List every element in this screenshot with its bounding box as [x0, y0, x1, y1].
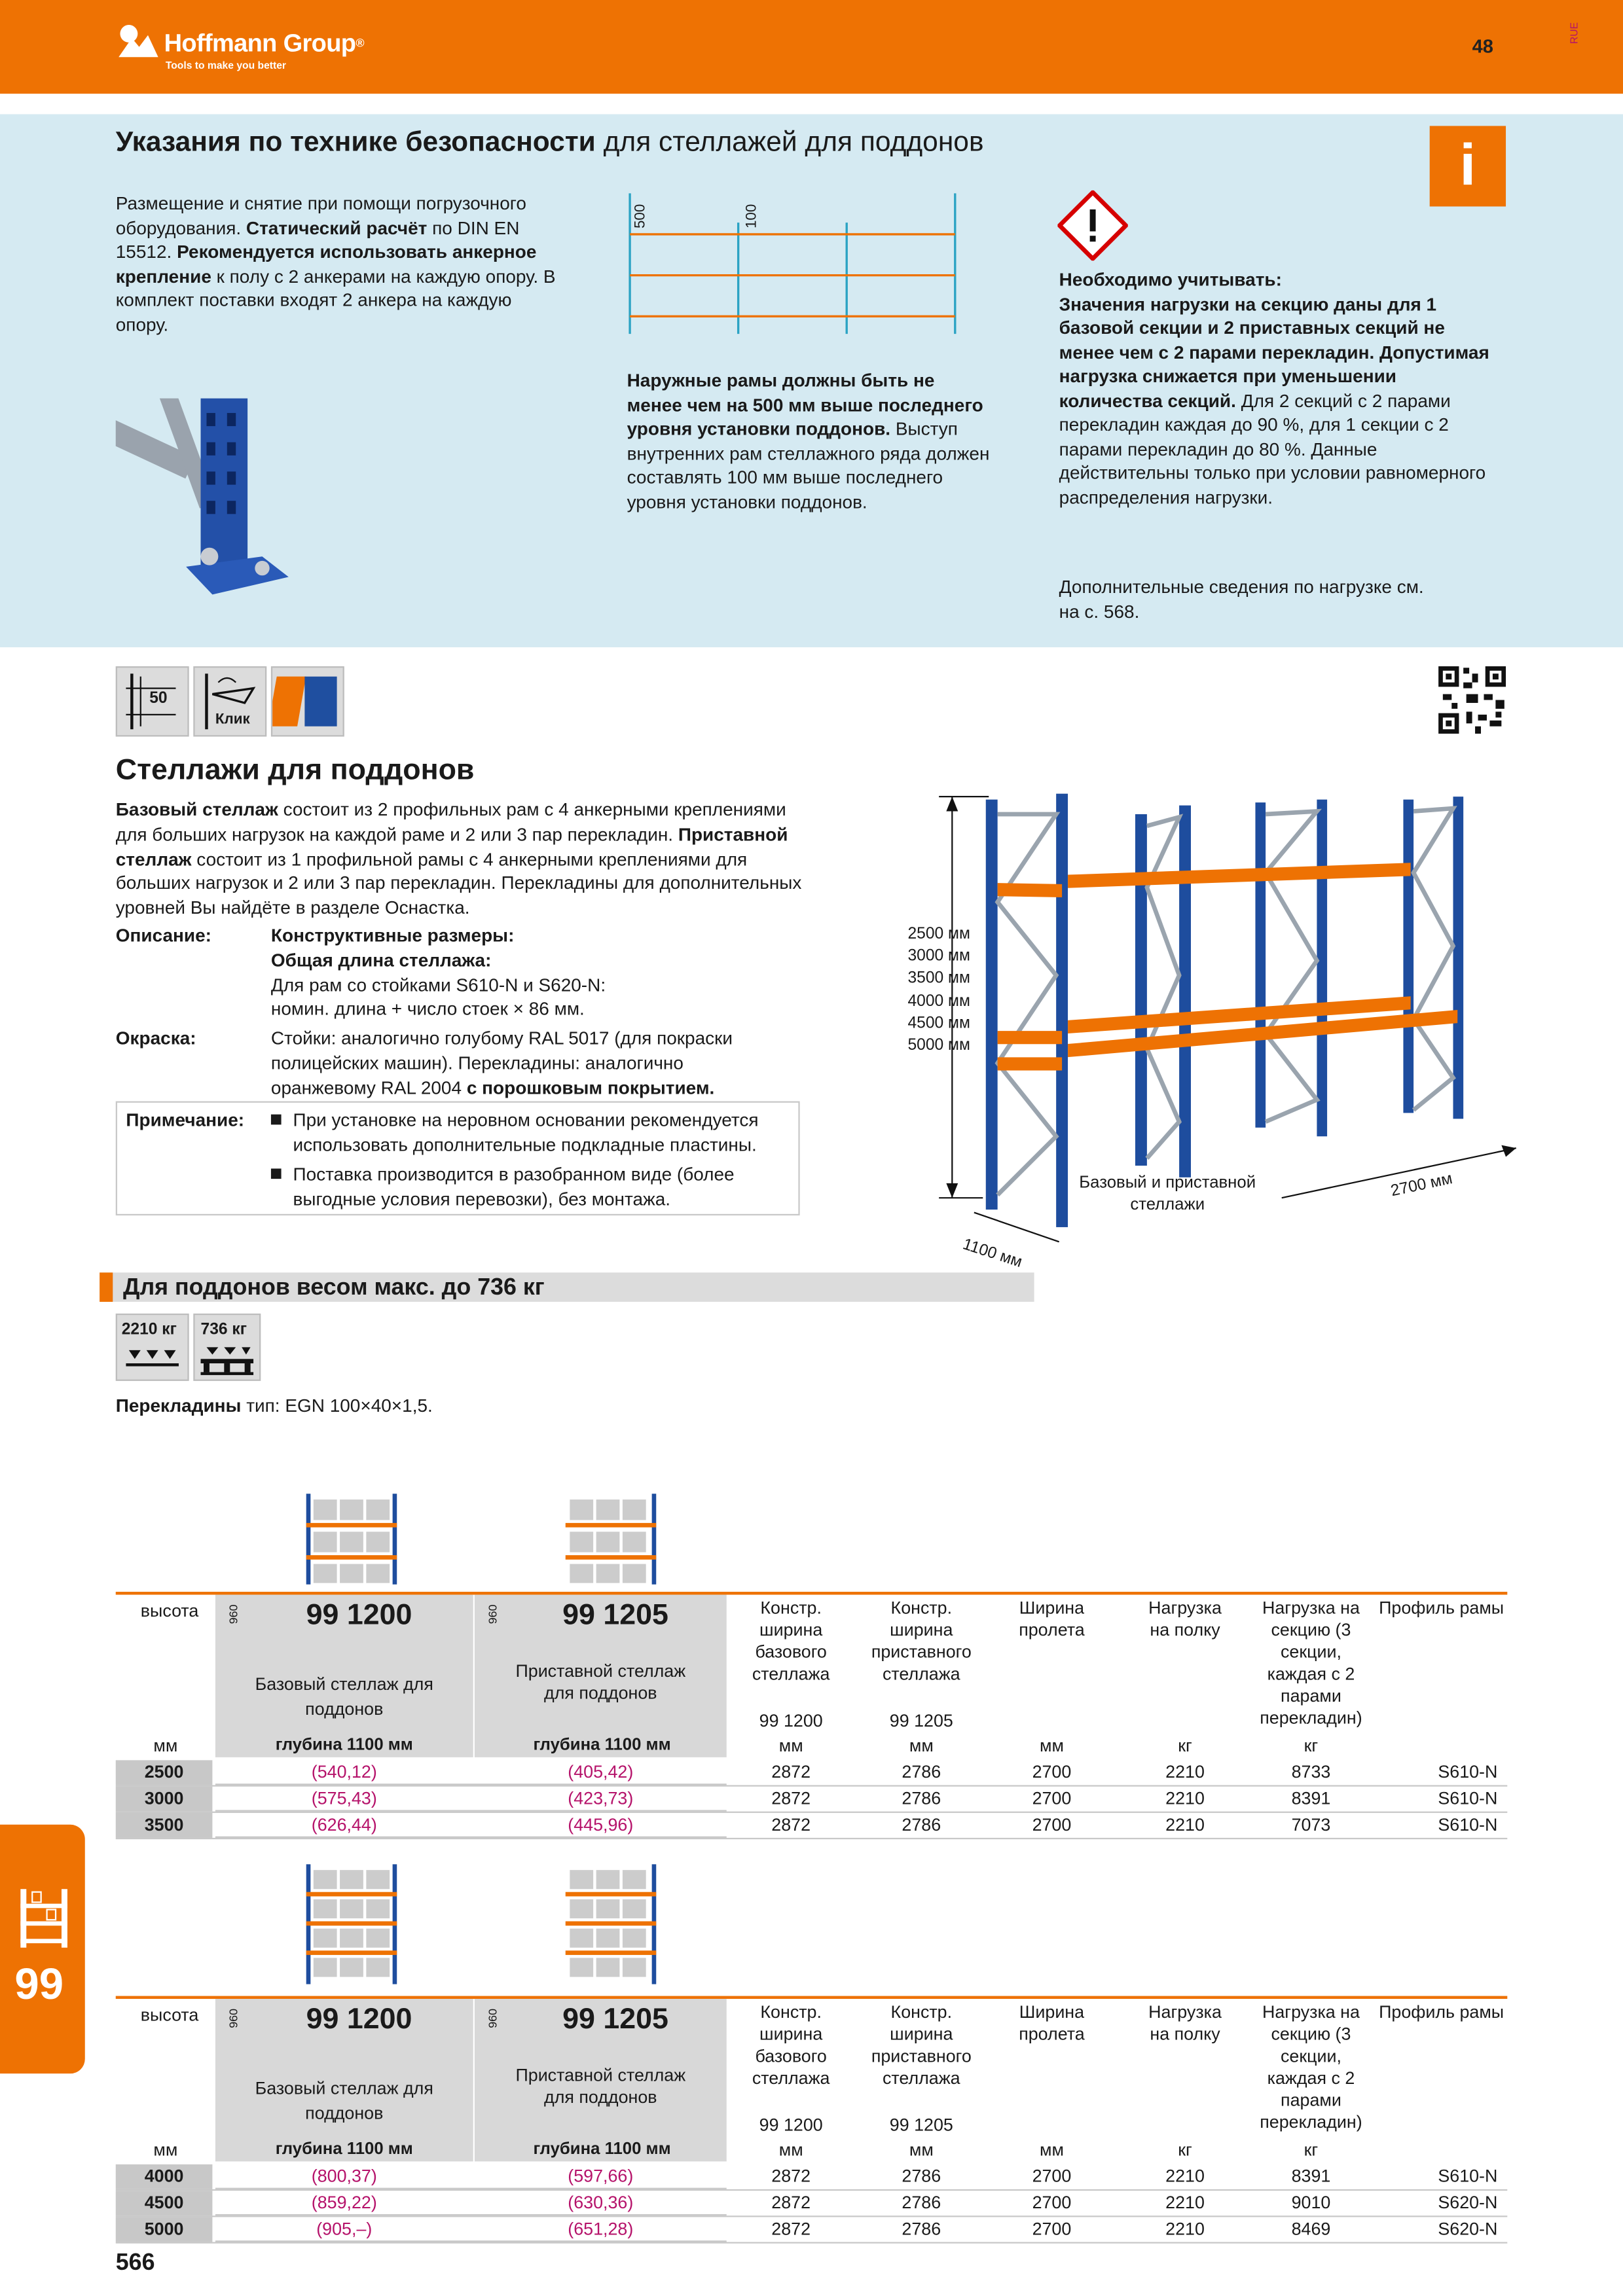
click-mount-icon [193, 666, 266, 736]
height-option: 2500 мм [907, 925, 970, 943]
unit-wa: мм [909, 1735, 934, 1756]
cell-prof: S610-N [1438, 2166, 1498, 2187]
product-intro: Базовый стеллаж состоит из 2 профильных рам с 4 анкерными креплениями для больших нагрузок на каждой раме и 2 или 3 пар перекладин. Приставной стеллаж состоит из 1 профильной рамы с 4 анкерными креплениями для больших нагрузок и 2 или 3 пар перекладин. Перекладины для дополнительных уровней Вы найдёте в разделе Оснастка. [115, 799, 802, 919]
article-code-add: 99 1205 [562, 2003, 668, 2036]
cell-sec: 8469 [1291, 2218, 1331, 2239]
cell-shelf: 2210 [1165, 2192, 1205, 2213]
cell-p1: (905,–) [316, 2218, 373, 2239]
cell-sec: 7073 [1291, 1814, 1331, 1835]
safety-text-col1: Размещение и снятие при помощи погрузочного оборудования. Статический расчёт по DIN EN 15512. Рекомендуется использовать анкерное крепление к полу с 2 анкерами на каждую опору. В комплект поставки входят 2 анкера на каждую опору. [115, 193, 556, 335]
cell-h: 4500 [144, 2192, 184, 2213]
table-row [116, 1813, 1508, 1838]
product-title: Стеллажи для поддонов [115, 754, 475, 787]
unit-height: мм [153, 2139, 178, 2161]
shelf-load-label: 2210 кг [121, 1321, 177, 1338]
info-icon: i [1430, 126, 1506, 206]
rack-thumbnail-base [306, 1494, 397, 1585]
cell-p1: (859,22) [311, 2192, 377, 2213]
unit-span: мм [1039, 1735, 1064, 1756]
cell-wb: 2872 [771, 2218, 811, 2239]
cell-span: 2700 [1032, 2192, 1072, 2213]
table-row [116, 2164, 1508, 2189]
page-code: 48 [1472, 35, 1493, 58]
click-label: Клик [215, 711, 250, 728]
qr-code-icon [1437, 665, 1507, 735]
depth-base: глубина 1100 мм [275, 1736, 413, 1755]
header-width-add: Констр. ширина приставного стеллажа [871, 1598, 972, 1685]
note-item: При установке на неровном основании рекомендуется использовать дополнительные подкладные пластины. [271, 1109, 784, 1157]
cell-span: 2700 [1032, 2166, 1072, 2187]
pallet-load-label: 736 кг [200, 1321, 247, 1338]
header-section-load: Нагрузка на секцию (3 секции, каждая с 2 парами перекладин) [1260, 1598, 1362, 1729]
beams-info: Перекладины тип: EGN 100×40×1,5. [115, 1395, 433, 1416]
article-code-base: 99 1200 [306, 1599, 412, 1632]
article-code-add: 99 1205 [562, 1599, 668, 1632]
cell-span: 2700 [1032, 2218, 1072, 2239]
cell-shelf: 2210 [1165, 2218, 1205, 2239]
hazard-warning-icon [1057, 190, 1127, 260]
cell-h: 5000 [144, 2218, 184, 2239]
chapter-number: 99 [14, 1960, 64, 2009]
code-prefix: 960 [227, 1604, 240, 1624]
hoffmann-logo-icon [116, 20, 160, 58]
rack-thumbnail-base-tall [306, 1864, 397, 1984]
language-code: RUE [1570, 22, 1581, 45]
depth-add: глубина 1100 мм [533, 1736, 671, 1755]
table-row [116, 2191, 1508, 2215]
article-code-base: 99 1200 [306, 2003, 412, 2036]
cell-p2: (630,36) [568, 2192, 634, 2213]
unit-span: мм [1039, 2139, 1064, 2161]
page-number: 566 [115, 2250, 155, 2276]
unit-wb: мм [778, 2139, 803, 2161]
dim-500-label: 500 [632, 204, 649, 229]
header-width-base: Констр. ширина базового стеллажа [752, 2001, 830, 2089]
description-label: Описание: [115, 925, 212, 946]
cell-wb: 2872 [771, 2166, 811, 2187]
code-prefix: 960 [227, 2008, 240, 2028]
header-span: Ширина пролета [1019, 2001, 1085, 2045]
ref-base: 99 1200 [759, 2114, 823, 2136]
cell-span: 2700 [1032, 1787, 1072, 1809]
brand-name: Hoffmann Group® [164, 29, 364, 58]
cell-shelf: 2210 [1165, 2166, 1205, 2187]
header-shelf-load: Нагрузка на полку [1148, 2001, 1222, 2045]
safety-text-col2: Наружные рамы должны быть не менее чем на 500 мм выше последнего уровня установки поддонов. Выступ внутренних рам стеллажного ряда должен составлять 100 мм выше последнего уровня установки поддонов. [627, 370, 990, 512]
cell-h: 4000 [144, 2166, 184, 2187]
rack-height-diagram [627, 190, 964, 337]
cell-sec: 8391 [1291, 2166, 1331, 2187]
ref-add: 99 1205 [889, 1710, 953, 1731]
code-prefix: 960 [486, 1604, 500, 1624]
cell-shelf: 2210 [1165, 1761, 1205, 1782]
cell-wa: 2786 [902, 1761, 941, 1782]
depth-base: глубина 1100 мм [275, 2141, 413, 2159]
row-divider [116, 2242, 1508, 2243]
safety-title: Указания по технике безопасности для стеллажей для поддонов [115, 127, 984, 158]
cell-wb: 2872 [771, 1761, 811, 1782]
description-text: Конструктивные размеры: Общая длина стеллажа: Для рам со стойками S610-N и S620-N: номин. длина + число стоек × 86 мм. [270, 925, 606, 1020]
ref-add: 99 1205 [889, 2114, 953, 2136]
cell-p2: (423,73) [568, 1787, 634, 1809]
load-reference: Дополнительные сведения по нагрузке см. на с. 568. [1059, 577, 1424, 622]
unit-shelf: кг [1178, 2139, 1192, 2161]
cell-wa: 2786 [902, 2192, 941, 2213]
unit-wa: мм [909, 2139, 934, 2161]
height-option: 3000 мм [907, 948, 970, 965]
cell-prof: S620-N [1438, 2218, 1498, 2239]
section-title: Для поддонов весом макс. до 736 кг [122, 1275, 545, 1300]
dimension-50-label: 50 [149, 689, 168, 708]
height-option: 3500 мм [907, 970, 970, 988]
anchor-foot-image [116, 399, 291, 603]
depth-add: глубина 1100 мм [533, 2141, 671, 2159]
cell-wa: 2786 [902, 1814, 941, 1835]
shelf-load-icon [116, 1314, 189, 1381]
cell-sec: 8391 [1291, 1787, 1331, 1809]
header-span: Ширина пролета [1019, 1598, 1085, 1640]
safety-text-col3: Необходимо учитывать: Значения нагрузки на секцию даны для 1 базовой секции и 2 приставных секций не менее чем с 2 парами перекладин. Допустимая нагрузка снижается при уменьшении количества секций. Для 2 секций с 2 парами перекладин каждая до 90 %, для 1 секции с 2 парами перекладин до 80 %. Данные действительны только при условии равномерного распределения нагрузки. [1059, 269, 1489, 508]
cell-prof: S610-N [1438, 1761, 1498, 1782]
table-row [116, 1787, 1508, 1812]
height-header: высота [140, 2005, 199, 2026]
dimension-50-icon [116, 666, 189, 736]
note-list [271, 1109, 784, 1211]
cell-prof: S610-N [1438, 1814, 1498, 1835]
cell-wa: 2786 [902, 1787, 941, 1809]
cell-prof: S620-N [1438, 2192, 1498, 2213]
header-profile: Профиль рамы [1379, 1598, 1504, 1619]
paint-text: Стойки: аналогично голубому RAL 5017 (для покраски полицейских машин). Перекладины: аналогично оранжевому RAL 2004 с порошковым покрытием. [270, 1028, 733, 1098]
note-item: Поставка производится в разобранном виде (более выгодные условия перевозки), без монтажа. [271, 1162, 784, 1211]
pallet-load-icon [193, 1314, 261, 1381]
unit-height: мм [153, 1735, 178, 1756]
color-swatch-icon [271, 666, 344, 736]
header-width-base: Констр. ширина базового стеллажа [752, 1598, 830, 1685]
cell-prof: S610-N [1438, 1787, 1498, 1809]
cell-p1: (575,43) [311, 1787, 377, 1809]
cell-shelf: 2210 [1165, 1814, 1205, 1835]
rack-thumbnail-add-tall [566, 1864, 657, 1984]
height-option: 4500 мм [907, 1014, 970, 1032]
cell-h: 2500 [144, 1761, 184, 1782]
cell-p2: (651,28) [568, 2218, 634, 2239]
header-shelf-load: Нагрузка на полку [1148, 1598, 1222, 1640]
cell-p1: (540,12) [311, 1761, 377, 1782]
cell-sec: 8733 [1291, 1761, 1331, 1782]
ref-base: 99 1200 [759, 1710, 823, 1731]
cell-h: 3000 [144, 1787, 184, 1809]
cell-p2: (405,42) [568, 1761, 634, 1782]
code-prefix: 960 [486, 2008, 500, 2028]
height-options [896, 924, 981, 1058]
height-option: 5000 мм [907, 1037, 970, 1054]
unit-section: кг [1304, 2139, 1319, 2161]
product-name-add: Приставной стеллаж для поддонов [515, 2064, 686, 2108]
note-label: Примечание: [126, 1109, 245, 1131]
rack-thumbnail-add [566, 1494, 657, 1585]
cell-shelf: 2210 [1165, 1787, 1205, 1809]
dim-100-label: 100 [744, 204, 761, 229]
cell-span: 2700 [1032, 1761, 1072, 1782]
unit-wb: мм [778, 1735, 803, 1756]
table-row [116, 2217, 1508, 2242]
width-dimension: 2700 мм [1389, 1170, 1454, 1200]
row-divider [116, 1838, 1508, 1839]
section-marker [100, 1272, 113, 1302]
cell-wa: 2786 [902, 2166, 941, 2187]
illustration-caption: Базовый и приставной стеллажи [1079, 1174, 1256, 1214]
header-section-load: Нагрузка на секцию (3 секции, каждая с 2 парами перекладин) [1260, 2001, 1362, 2132]
product-name-base: Базовый стеллаж для поддонов [255, 1674, 433, 1719]
paint-label: Окраска: [115, 1028, 196, 1049]
cell-wb: 2872 [771, 1787, 811, 1809]
unit-shelf: кг [1178, 1735, 1192, 1756]
cell-wb: 2872 [771, 2192, 811, 2213]
cell-p2: (597,66) [568, 2166, 634, 2187]
product-name-add: Приставной стеллаж для поддонов [515, 1660, 686, 1704]
cell-h: 3500 [144, 1814, 184, 1835]
header-width-add: Констр. ширина приставного стеллажа [871, 2001, 972, 2089]
height-option: 4000 мм [907, 992, 970, 1010]
cell-p1: (800,37) [311, 2166, 377, 2187]
depth-dimension: 1100 мм [960, 1236, 1025, 1272]
product-name-base: Базовый стеллаж для поддонов [255, 2077, 433, 2123]
cell-sec: 9010 [1291, 2192, 1331, 2213]
header-profile: Профиль рамы [1379, 2001, 1504, 2022]
brand-tagline: Tools to make you better [165, 61, 287, 72]
unit-section: кг [1304, 1735, 1319, 1756]
cell-wa: 2786 [902, 2218, 941, 2239]
cell-wb: 2872 [771, 1814, 811, 1835]
table-row [116, 1760, 1508, 1785]
cell-p2: (445,96) [568, 1814, 634, 1835]
cell-span: 2700 [1032, 1814, 1072, 1835]
cell-p1: (626,44) [311, 1814, 377, 1835]
height-header: высота [140, 1600, 199, 1621]
rack-chapter-icon [18, 1886, 71, 1950]
